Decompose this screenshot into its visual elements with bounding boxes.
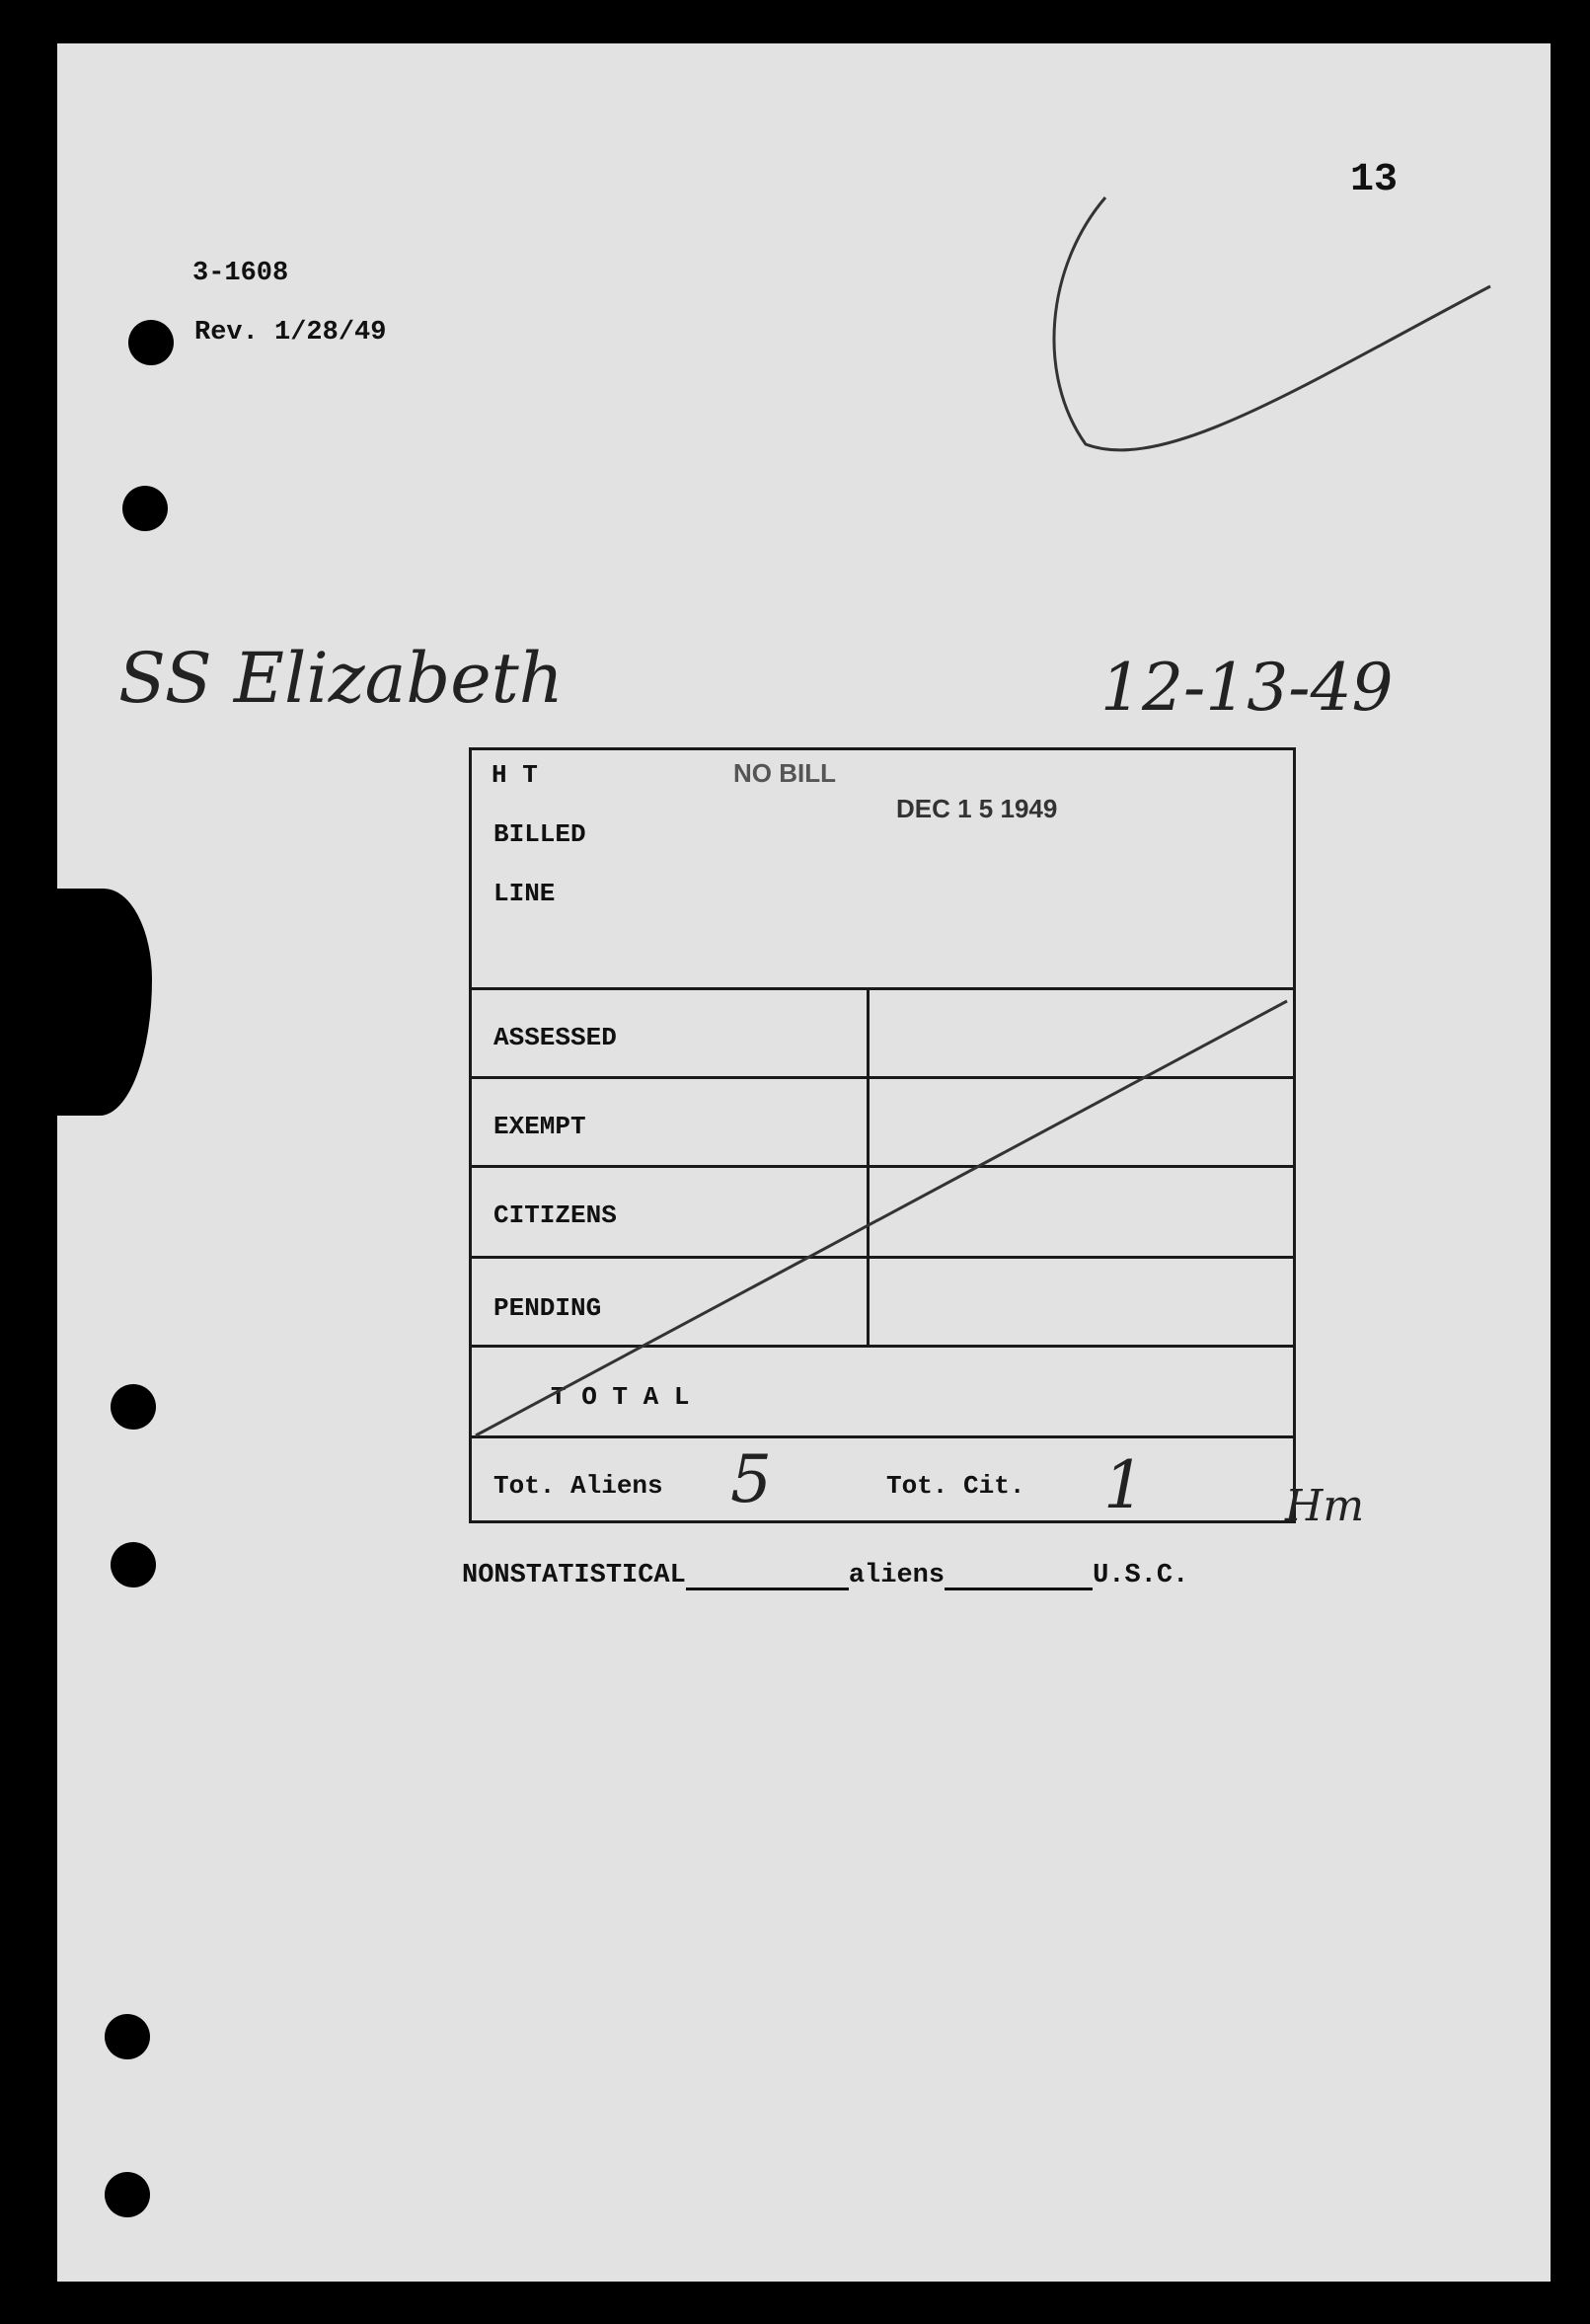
punch-hole xyxy=(111,1542,156,1588)
punch-hole xyxy=(105,2014,150,2059)
form-number: 3-1608 xyxy=(192,259,289,288)
page-number: 13 xyxy=(1350,158,1399,202)
assessed-label: ASSESSED xyxy=(493,1023,617,1052)
date-stamp: DEC 1 5 1949 xyxy=(896,794,1058,823)
ht-label: H T xyxy=(492,760,538,790)
punch-hole xyxy=(105,2172,150,2217)
nonstatistical-label: NONSTATISTICAL xyxy=(462,1561,686,1590)
aliens-count: 5 xyxy=(730,1441,772,1517)
citizens-count: 1 xyxy=(1103,1447,1145,1523)
handwritten-date: 12-13-49 xyxy=(1100,650,1394,726)
check-mark xyxy=(1026,178,1500,474)
line-label: LINE xyxy=(493,879,556,908)
punch-hole xyxy=(111,1384,156,1430)
punch-hole xyxy=(122,486,168,531)
strike-line xyxy=(472,750,1299,1526)
nonstat-usc-blank xyxy=(945,1560,1093,1590)
revision-date: Rev. 1/28/49 xyxy=(194,318,387,348)
ship-name: SS Elizabeth xyxy=(118,638,564,719)
record-form xyxy=(469,747,1296,1523)
tot-cit-label: Tot. Cit. xyxy=(886,1471,1025,1501)
pending-label: PENDING xyxy=(493,1293,602,1323)
aliens-label: aliens xyxy=(848,1561,946,1590)
billed-label: BILLED xyxy=(493,819,586,849)
nonstatistical-line xyxy=(462,1560,1188,1590)
citizens-label: CITIZENS xyxy=(493,1201,617,1230)
usc-label: U.S.C. xyxy=(1093,1561,1189,1590)
nonstat-aliens-blank xyxy=(686,1560,849,1590)
total-label: T O T A L xyxy=(551,1382,690,1412)
exempt-label: EXEMPT xyxy=(493,1112,586,1141)
punch-hole xyxy=(128,320,174,365)
initials: Hm xyxy=(1285,1481,1365,1531)
no-bill-stamp: NO BILL xyxy=(733,758,836,788)
tot-aliens-label: Tot. Aliens xyxy=(493,1471,663,1501)
